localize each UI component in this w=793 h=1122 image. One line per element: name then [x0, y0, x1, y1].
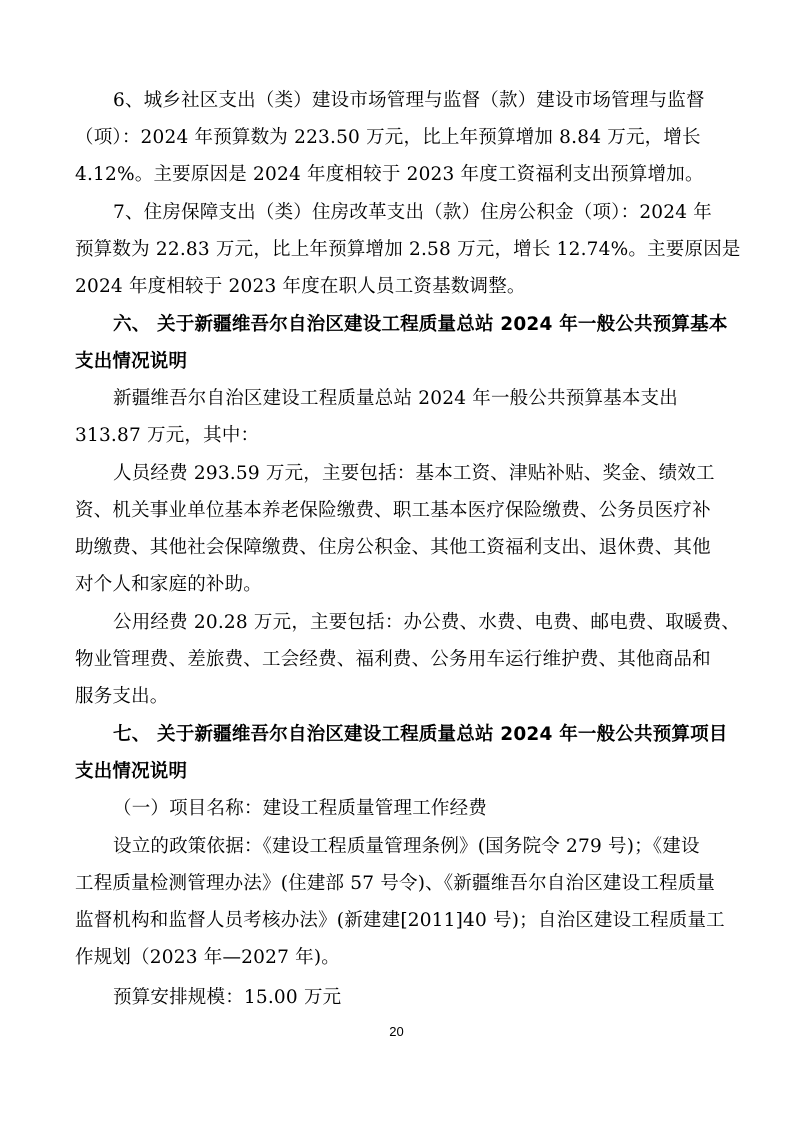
paragraph-7-line-3: 2024 年度相较于 2023 年度在职人员工资基数调整。	[75, 276, 526, 297]
section-7-heading-line-2: 支出情况说明	[75, 761, 188, 782]
public-expense-line-2: 物业管理费、差旅费、工会经费、福利费、公务用车运行维护费、其他商品和	[75, 649, 711, 670]
public-expense-line-1: 公用经费 20.28 万元，主要包括：办公费、水费、电费、邮电费、取暖费、	[113, 612, 741, 633]
basic-expense-total-line-2: 313.87 万元，其中：	[75, 425, 260, 446]
policy-basis-line-1: 设立的政策依据：《建设工程质量管理条例》(国务院令 279 号)；《建设	[113, 836, 700, 857]
budget-scale: 预算安排规模：15.00 万元	[113, 987, 342, 1008]
personnel-expense-line-3: 助缴费、其他社会保障缴费、住房公积金、其他工资福利支出、退休费、其他	[75, 537, 711, 558]
personnel-expense-line-4: 对个人和家庭的补助。	[75, 574, 263, 595]
policy-basis-line-4: 作规划（2023 年—2027 年)。	[75, 947, 340, 968]
section-6-heading-line-2: 支出情况说明	[75, 351, 188, 372]
policy-basis-line-3: 监督机构和监督人员考核办法》(新建建[2011]40 号)；自治区建设工程质量工	[75, 910, 725, 931]
paragraph-7-line-2: 预算数为 22.83 万元，比上年预算增加 2.58 万元，增长 12.74%。主要原因是	[75, 239, 741, 260]
section-7-heading-line-1: 七、 关于新疆维吾尔自治区建设工程质量总站 2024 年一般公共预算项目	[113, 724, 728, 745]
public-expense-line-3: 服务支出。	[75, 686, 169, 707]
paragraph-7-line-1: 7、住房保障支出（类）住房改革支出（款）住房公积金（项）：2024 年	[113, 202, 712, 223]
personnel-expense-line-1: 人员经费 293.59 万元，主要包括：基本工资、津贴补贴、奖金、绩效工	[113, 463, 715, 484]
policy-basis-line-2: 工程质量检测管理办法》(住建部 57 号令)、《新疆维吾尔自治区建设工程质量	[75, 873, 716, 894]
paragraph-6-line-2: （项）：2024 年预算数为 223.50 万元，比上年预算增加 8.84 万元，增长	[75, 127, 701, 148]
page-number: 20	[389, 1024, 404, 1039]
section-6-heading-line-1: 六、 关于新疆维吾尔自治区建设工程质量总站 2024 年一般公共预算基本	[113, 314, 728, 335]
personnel-expense-line-2: 资、机关事业单位基本养老保险缴费、职工基本医疗保险缴费、公务员医疗补	[75, 500, 711, 521]
paragraph-6-line-1: 6、城乡社区支出（类）建设市场管理与监督（款）建设市场管理与监督	[113, 90, 705, 111]
basic-expense-total-line-1: 新疆维吾尔自治区建设工程质量总站 2024 年一般公共预算基本支出	[113, 388, 678, 409]
paragraph-6-line-3: 4.12%。主要原因是 2024 年度相较于 2023 年度工资福利支出预算增加。	[75, 164, 704, 185]
document-page	[75, 0, 741, 1122]
project-name: （一）项目名称：建设工程质量管理工作经费	[113, 798, 488, 819]
